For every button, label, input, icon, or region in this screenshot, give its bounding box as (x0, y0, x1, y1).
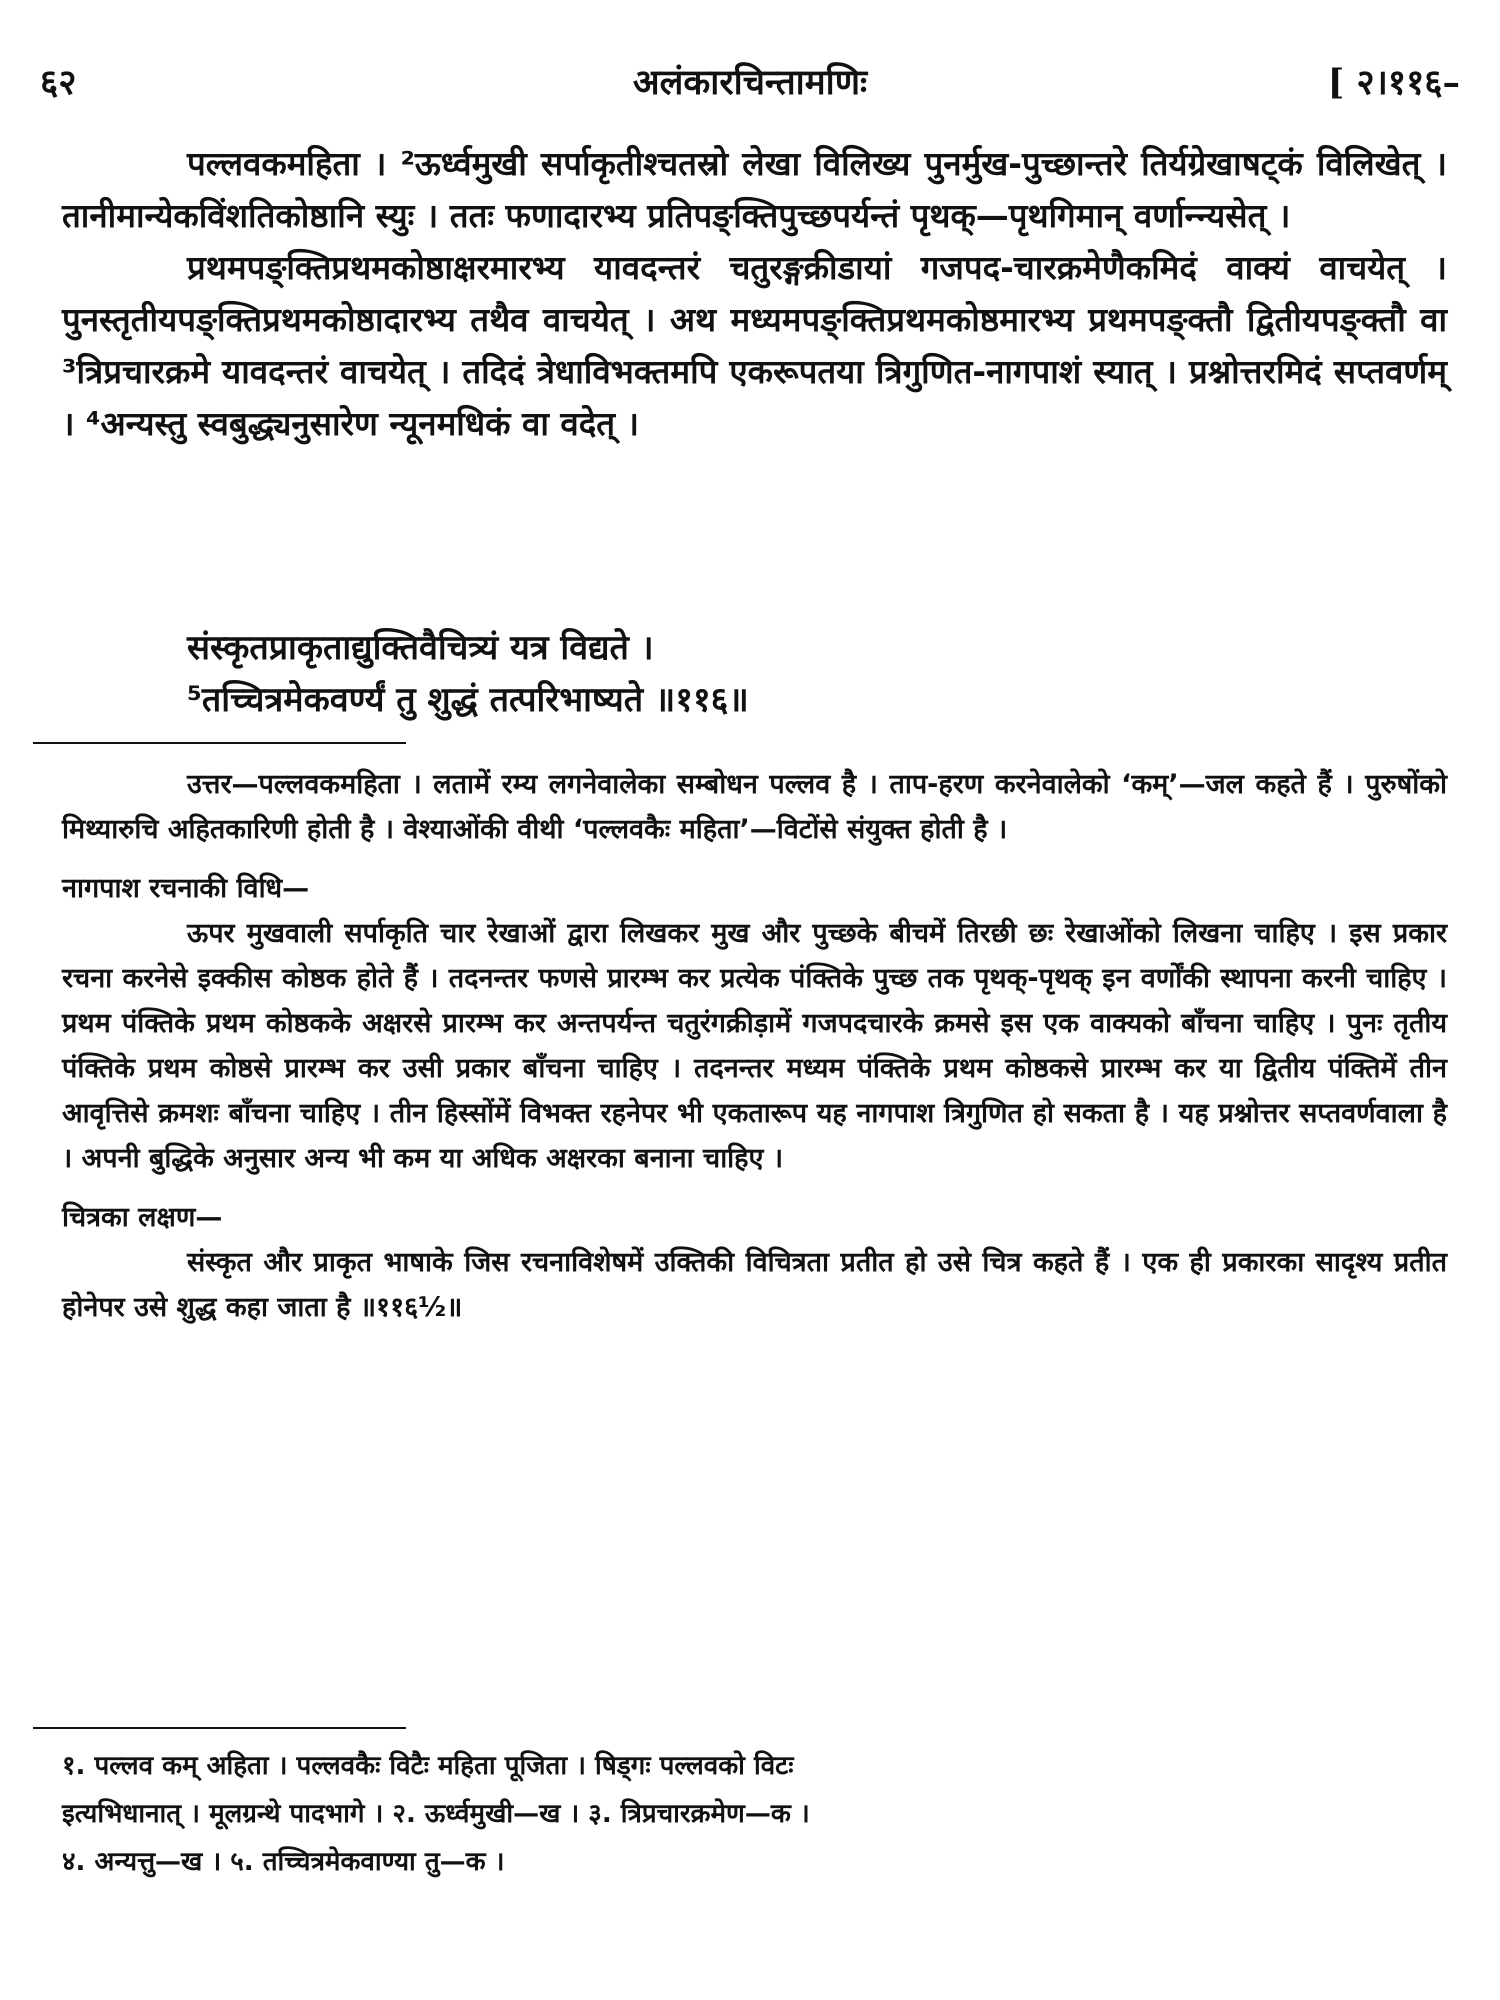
spacer (62, 852, 1447, 862)
hindi-translation (62, 762, 1447, 1330)
heading-chitra: चित्रका लक्षण— (62, 1202, 223, 1233)
section-divider (33, 742, 406, 744)
verse-line-2: ⁵तच्चित्रमेकवर्ण्यं तु शुद्धं तत्परिभाष्यते ॥११६॥ (187, 680, 749, 720)
verse-line-1: संस्कृतप्राकृताद्युक्तिवैचित्र्यं यत्र विद्यते । (187, 628, 654, 668)
sanskrit-paragraph-1: पल्लवकमहिता । ²ऊर्ध्वमुखी सर्पाकृतीश्चतस्रो लेखा विलिख्य पुनर्मुख-पुच्छान्तरे तिर्यग्रेखाषट्कं विलिखेत् । तानीमान्येकविंशतिकोष्ठानि स्युः । ततः फणादारभ्य प्रतिपङ्क्तिपुच्छपर्यन्तं पृथक्—पृथगिमान् वर्णान्न्यसेत् । (62, 144, 1447, 235)
verse-block (187, 622, 1387, 726)
sanskrit-paragraph-2: प्रथमपङ्क्तिप्रथमकोष्ठाक्षरमारभ्य यावदन्तरं चतुरङ्गक्रीडायां गजपद-चारक्रमेणैकमिदं वाक्यं वाचयेत् । पुनस्तृतीयपङ्क्तिप्रथमकोष्ठादारभ्य तथैव वाचयेत् । अथ मध्यमपङ्क्तिप्रथमकोष्ठमारभ्य प्रथमपङ्क्तौ द्वितीयपङ्क्तौ वा ³त्रिप्रचारक्रमे यावदन्तरं वाचयेत् । तदिदं त्रेधाविभक्तमपि एकरूपतया त्रिगुणित-नागपाशं स्यात् । प्रश्नोत्तरमिदं सप्तवर्णम् । ⁴अन्यस्तु स्वबुद्ध्यनुसारेण न्यूनमधिकं वा वदेत् । (62, 248, 1447, 443)
uttar-paragraph: उत्तर—पल्लवकमहिता । लतामें रम्य लगनेवालेका सम्बोधन पल्लव है । ताप-हरण करनेवालेको ‘कम्’—जल कहते हैं । पुरुषोंको मिथ्यारुचि अहितकारिणी होती है । वेश्याओंकी वीथी ‘पल्लवकैः महिता’—विटोंसे संयुक्त होती है । (62, 769, 1447, 845)
footnote-line-2: इत्यभिधानात् । मूलग्रन्थे पादभागे । २. ऊर्ध्वमुखी—ख । ३. त्रिप्रचारक्रमेण—क । (62, 1799, 810, 1829)
nagpash-paragraph: ऊपर मुखवाली सर्पाकृति चार रेखाओं द्वारा लिखकर मुख और पुच्छके बीचमें तिरछी छः रेखाओंको लिखना चाहिए । इस प्रकार रचना करनेसे इक्कीस कोष्ठक होते हैं । तदनन्तर फणसे प्रारम्भ कर प्रत्येक पंक्तिके पुच्छ तक पृथक्-पृथक् इन वर्णोंकी स्थापना करनी चाहिए । प्रथम पंक्तिके प्रथम कोष्ठकके अक्षरसे प्रारम्भ कर अन्तपर्यन्त चतुरंगक्रीड़ामें गजपदचारके क्रमसे इस एक वाक्यको बाँचना चाहिए । पुनः तृतीय पंक्तिके प्रथम कोष्ठसे प्रारम्भ कर उसी प्रकार बाँचना चाहिए । तदनन्तर मध्यम पंक्तिके प्रथम कोष्ठकसे प्रारम्भ कर या द्वितीय पंक्तिमें तीन आवृत्तिसे क्रमशः बाँचना चाहिए । तीन हिस्सोंमें विभक्त रहनेपर भी एकतारूप यह नागपाश त्रिगुणित हो सकता है । यह प्रश्नोत्तर सप्तवर्णवाला है । अपनी बुद्धिके अनुसार अन्य भी कम या अधिक अक्षरका बनाना चाहिए । (62, 918, 1447, 1174)
footnote-divider (33, 1727, 406, 1729)
spacer (62, 1181, 1447, 1191)
heading-nagpash: नागपाश रचनाकी विधि— (62, 873, 310, 904)
footnotes (62, 1742, 1447, 1886)
page-number: ६२ (40, 62, 77, 103)
chitra-paragraph: संस्कृत और प्राकृत भाषाके जिस रचनाविशेषमें उक्तिकी विचित्रता प्रतीत हो उसे चित्र कहते हैं । एक ही प्रकारका सादृश्य प्रतीत होनेपर उसे शुद्ध कहा जाता है ॥११६½॥ (62, 1247, 1447, 1323)
footnote-line-3: ४. अन्यत्तु—ख । ५. तच्चित्रमेकवाण्या तु—क । (62, 1847, 505, 1877)
sanskrit-commentary (62, 138, 1447, 450)
footnote-line-1: १. पल्लव कम् अहिता । पल्लवकैः विटैः महिता पूजिता । षिड्गः पल्लवको विटः (62, 1751, 794, 1781)
verse-reference: [ २।११६– (1327, 62, 1460, 103)
page-header (40, 58, 1460, 118)
running-title: अलंकारचिन्तामणिः (632, 62, 868, 103)
